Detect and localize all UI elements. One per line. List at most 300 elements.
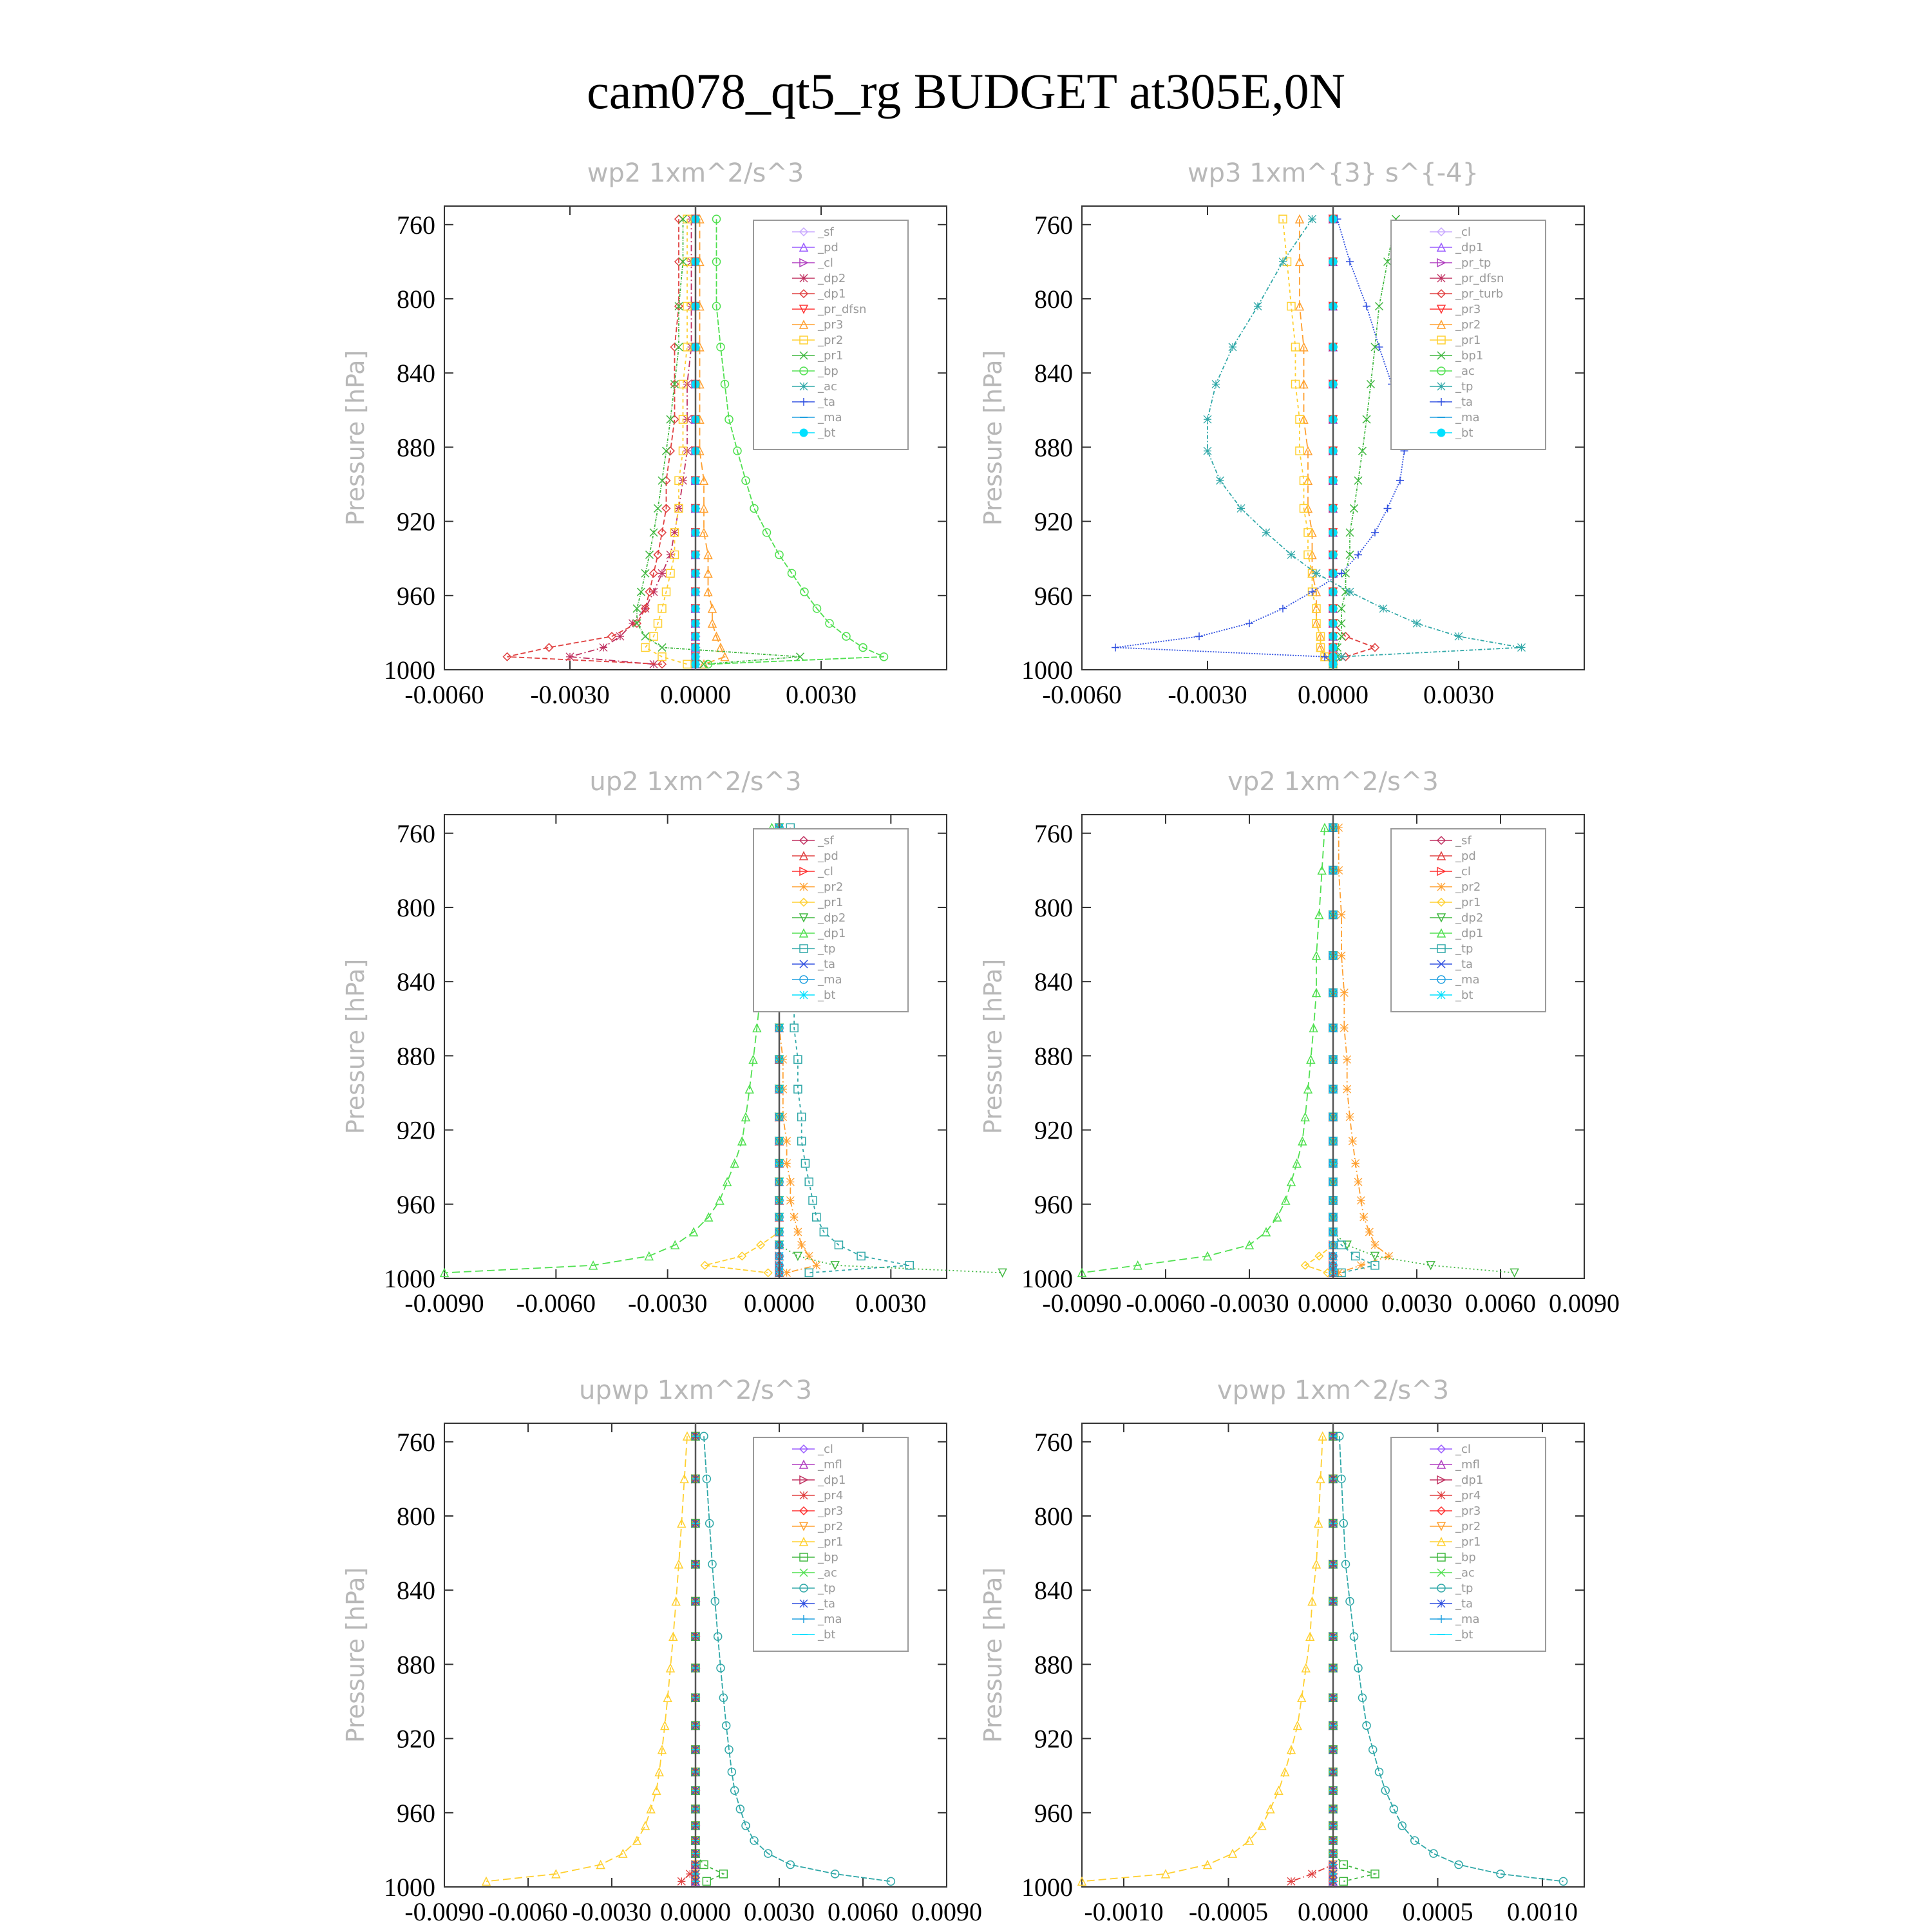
legend-label: _bp1	[1455, 349, 1484, 363]
x-tick-label: 0.0090	[911, 1897, 982, 1926]
series-line	[1305, 828, 1333, 1273]
x-tick-label: -0.0030	[530, 680, 610, 709]
legend-label: _dp1	[818, 287, 846, 301]
data-point	[1376, 343, 1383, 351]
data-point	[1340, 1877, 1347, 1885]
panel-title: wp2 1xm^2/s^3	[587, 158, 804, 188]
data-point	[1262, 529, 1270, 536]
legend-label: _pd	[818, 849, 838, 863]
legend-label: _pr3	[1455, 303, 1481, 316]
series-line	[1339, 828, 1389, 1273]
legend-label: _pr3	[1455, 1504, 1481, 1518]
legend-label: _ta	[1455, 395, 1473, 409]
x-tick-label: -0.0090	[1042, 1289, 1122, 1318]
legend-label: _dp1	[1455, 241, 1484, 254]
data-point	[786, 1197, 794, 1204]
legend-label: _pr_dfsn	[818, 303, 867, 316]
series-line	[1082, 828, 1325, 1273]
legend-label: _pr3	[818, 1504, 844, 1518]
data-point	[1309, 1870, 1316, 1878]
data-point	[1365, 1228, 1373, 1236]
y-tick-label: 1000	[1021, 1264, 1073, 1293]
data-point	[1287, 551, 1295, 558]
y-axis-label: Pressure [hPa]	[341, 350, 370, 526]
legend-label: _bt	[1455, 426, 1473, 440]
data-point	[1352, 1159, 1359, 1167]
y-tick-label: 760	[397, 210, 435, 240]
data-point	[742, 1822, 750, 1830]
legend-label: _pr2	[818, 880, 844, 894]
y-tick-label: 1000	[1021, 656, 1073, 685]
legend	[1391, 1437, 1546, 1651]
legend-label: _pr1	[1455, 896, 1481, 909]
data-point	[775, 551, 783, 558]
y-tick-label: 920	[1034, 1724, 1073, 1754]
data-point	[1275, 1786, 1283, 1794]
series-line	[681, 1436, 696, 1881]
legend-label: _pr2	[1455, 880, 1481, 894]
legend-label: _pr3	[818, 318, 844, 332]
data-point	[1312, 569, 1320, 577]
legend-marker	[1437, 1492, 1445, 1499]
legend-label: _ac	[818, 1566, 837, 1580]
data-point	[1309, 215, 1316, 223]
series-pr2	[641, 215, 691, 668]
x-tick-label: -0.0060	[1126, 1289, 1206, 1318]
data-point	[1340, 1024, 1348, 1032]
legend-label: _bt	[818, 1628, 836, 1642]
x-tick-label: 0.0000	[1298, 1897, 1368, 1926]
legend-marker	[1437, 383, 1445, 390]
x-tick-label: 0.0000	[660, 680, 731, 709]
data-point	[783, 1159, 791, 1167]
series-line	[1300, 219, 1333, 664]
data-point	[1379, 605, 1387, 612]
legend-label: _sf	[818, 225, 834, 239]
y-tick-label: 800	[1034, 285, 1073, 314]
data-point	[1413, 620, 1421, 627]
y-tick-label: 880	[1034, 1650, 1073, 1680]
data-point	[1338, 952, 1345, 960]
y-tick-label: 840	[1034, 1576, 1073, 1605]
x-tick-label: 0.0090	[1549, 1289, 1620, 1318]
series-dp1	[440, 824, 775, 1276]
panel-6	[979, 1376, 1584, 1926]
legend-label: _bt	[1455, 989, 1473, 1002]
series-pr3	[696, 215, 729, 668]
data-point	[1245, 620, 1253, 627]
legend-label: _tp	[1455, 942, 1473, 956]
panel-title: wp3 1xm^{3} s^{-4}	[1187, 158, 1479, 188]
y-tick-label: 1000	[384, 656, 435, 685]
y-tick-label: 760	[397, 1427, 435, 1457]
panels	[341, 158, 1620, 1926]
legend-marker	[800, 883, 808, 891]
y-tick-label: 1000	[384, 1264, 435, 1293]
series-line	[1333, 219, 1396, 664]
y-axis-label: Pressure [hPa]	[979, 350, 1007, 526]
legend-label: _bp	[818, 365, 838, 378]
y-tick-label: 800	[1034, 1502, 1073, 1531]
legend-label: _pd	[1455, 849, 1476, 863]
data-point	[723, 1178, 731, 1186]
data-point	[1354, 1178, 1362, 1186]
data-point	[1346, 258, 1354, 265]
y-tick-label: 880	[1034, 1041, 1073, 1071]
panel-title: vpwp 1xm^2/s^3	[1217, 1376, 1450, 1405]
legend-label: _pr4	[1455, 1489, 1481, 1502]
legend-label: _pr2	[818, 334, 844, 347]
y-tick-label: 880	[397, 433, 435, 462]
x-tick-label: 0.0060	[1465, 1289, 1536, 1318]
legend-label: _tp	[818, 942, 836, 956]
data-point	[1340, 989, 1348, 996]
series-line	[570, 219, 692, 664]
data-point	[783, 1269, 791, 1276]
y-axis-label: Pressure [hPa]	[341, 958, 370, 1135]
legend-label: _dp2	[818, 272, 846, 285]
data-point	[641, 632, 649, 640]
y-tick-label: 840	[1034, 967, 1073, 997]
data-point	[1369, 1746, 1377, 1754]
series-pr1	[1279, 215, 1337, 668]
series-line	[645, 219, 687, 664]
data-point	[1371, 1241, 1379, 1249]
legend-label: _bt	[1455, 1628, 1473, 1642]
legend-label: _pr1	[818, 1535, 844, 1549]
data-point	[616, 632, 624, 640]
data-point	[677, 1877, 685, 1885]
y-tick-label: 760	[1034, 819, 1073, 848]
data-point	[794, 1228, 802, 1236]
y-tick-label: 1000	[384, 1873, 435, 1902]
y-tick-label: 920	[397, 1724, 435, 1754]
y-tick-label: 920	[397, 1115, 435, 1145]
y-tick-label: 960	[1034, 1798, 1073, 1828]
legend-label: _ma	[818, 973, 842, 987]
data-point	[1112, 643, 1119, 651]
legend-marker	[1437, 883, 1445, 891]
data-point	[783, 1137, 791, 1145]
data-point	[1195, 632, 1203, 640]
data-point	[1212, 380, 1220, 388]
data-point	[658, 605, 666, 612]
data-point	[1309, 588, 1316, 596]
x-tick-label: -0.0030	[572, 1897, 652, 1926]
y-tick-label: 920	[1034, 1115, 1073, 1145]
y-tick-label: 800	[397, 1502, 435, 1531]
legend-label: _ma	[1455, 411, 1480, 424]
series-pr1	[1302, 824, 1337, 1276]
legend-marker	[800, 1492, 808, 1499]
data-point	[641, 605, 649, 612]
data-point	[1518, 643, 1526, 651]
legend-label: _cl	[1455, 225, 1471, 239]
legend-label: _pr1	[1455, 334, 1481, 347]
legend-label: _tp	[1455, 380, 1473, 393]
y-tick-label: 960	[397, 1798, 435, 1828]
panel-5	[341, 1376, 982, 1926]
y-tick-label: 960	[397, 1189, 435, 1219]
y-tick-label: 800	[397, 285, 435, 314]
series-line	[1283, 219, 1333, 664]
data-point	[708, 605, 716, 612]
series-line	[1082, 1436, 1323, 1881]
series-pr2	[1335, 824, 1393, 1276]
x-tick-label: -0.0060	[404, 680, 484, 709]
data-point	[1363, 303, 1370, 310]
legend-label: _pr_tp	[1455, 256, 1492, 270]
data-point	[1279, 605, 1287, 612]
legend-label: _ac	[1455, 1566, 1475, 1580]
data-point	[813, 1213, 820, 1221]
legend-label: _ta	[818, 1597, 836, 1611]
series-dp1	[504, 215, 683, 668]
data-point	[658, 569, 666, 577]
data-point	[794, 1252, 802, 1260]
legend-marker	[1437, 274, 1445, 282]
legend-marker	[1437, 1600, 1445, 1607]
data-point	[750, 504, 758, 512]
panel-title: upwp 1xm^2/s^3	[579, 1376, 812, 1405]
y-tick-label: 920	[397, 507, 435, 536]
legend-label: _cl	[1455, 865, 1471, 878]
x-tick-label: 0.0000	[660, 1897, 731, 1926]
legend-label: _bt	[818, 426, 836, 440]
data-point	[638, 588, 645, 596]
legend-label: _tp	[818, 1582, 836, 1595]
legend-label: _pr2	[818, 1520, 844, 1533]
figure-title: cam078_qt5_rg BUDGET at305E,0N	[587, 63, 1345, 119]
series-pr4	[1287, 1432, 1337, 1885]
y-tick-label: 920	[1034, 507, 1073, 536]
legend-label: _pr2	[1455, 1520, 1481, 1533]
series-bp	[692, 1432, 727, 1885]
y-tick-label: 800	[397, 893, 435, 922]
legend-label: _dp2	[818, 911, 846, 925]
y-tick-label: 840	[1034, 359, 1073, 388]
series-pr1	[482, 1432, 691, 1885]
data-point	[1376, 1768, 1383, 1776]
data-point	[1430, 1850, 1437, 1857]
data-point	[1204, 447, 1211, 455]
data-point	[786, 1178, 794, 1186]
series-pr2	[1296, 215, 1337, 668]
y-tick-label: 1000	[1021, 1873, 1073, 1902]
legend-label: _ac	[818, 380, 837, 393]
y-tick-label: 840	[397, 1576, 435, 1605]
series-bp	[1329, 1432, 1379, 1885]
legend-label: _ac	[1455, 365, 1475, 378]
legend-label: _bp	[1455, 1551, 1476, 1564]
series-tp	[1329, 824, 1379, 1276]
data-point	[1287, 1877, 1295, 1885]
data-point	[1411, 1837, 1419, 1844]
x-tick-label: -0.0090	[404, 1289, 484, 1318]
x-tick-label: 0.0000	[744, 1289, 815, 1318]
legend-label: _ta	[818, 958, 836, 971]
data-point	[1357, 1197, 1365, 1204]
legend-label: _pr1	[1455, 1535, 1481, 1549]
series-line	[700, 219, 725, 664]
x-tick-label: -0.0090	[404, 1897, 484, 1926]
series-dp1	[1078, 824, 1329, 1276]
series-line	[1291, 1436, 1333, 1881]
panel-1	[341, 158, 947, 709]
y-tick-label: 880	[397, 1041, 435, 1071]
legend-label: _dp1	[1455, 1473, 1484, 1487]
data-point	[826, 620, 833, 627]
legend-marker	[1437, 991, 1445, 999]
data-point	[646, 551, 654, 558]
y-tick-label: 960	[1034, 581, 1073, 611]
data-point	[1455, 632, 1463, 640]
panel-2	[979, 158, 1584, 709]
data-point	[1338, 911, 1345, 919]
legend-label: _pr1	[818, 896, 844, 909]
legend-label: _dp2	[1455, 911, 1484, 925]
data-point	[641, 1822, 649, 1830]
x-tick-label: -0.0010	[1084, 1897, 1164, 1926]
x-tick-label: 0.0030	[1381, 1289, 1452, 1318]
panel-title: up2 1xm^2/s^3	[589, 767, 802, 797]
legend-label: _cl	[818, 865, 833, 878]
series-line	[1333, 828, 1375, 1273]
data-point	[1254, 303, 1262, 310]
series-pr_turb	[1329, 215, 1379, 668]
x-tick-label: -0.0060	[516, 1289, 596, 1318]
legend-label: _pr4	[818, 1489, 844, 1502]
series-line	[696, 1436, 723, 1881]
data-point	[641, 569, 649, 577]
x-tick-label: -0.0030	[628, 1289, 708, 1318]
legend-marker	[800, 429, 808, 437]
series-dp2	[566, 215, 696, 668]
x-tick-label: 0.0030	[855, 1289, 927, 1318]
data-point	[683, 660, 691, 668]
data-point	[797, 653, 804, 661]
series-line	[1333, 219, 1375, 664]
data-point	[600, 643, 607, 651]
legend-label: _bp	[818, 1551, 838, 1564]
x-tick-label: 0.0030	[744, 1897, 815, 1926]
legend-label: _ta	[1455, 958, 1473, 971]
y-tick-label: 760	[397, 819, 435, 848]
legend-label: _pr2	[1455, 318, 1481, 332]
legend-label: _mfl	[1455, 1458, 1480, 1472]
panel-3	[341, 767, 1007, 1318]
legend-label: _dp1	[818, 927, 846, 940]
data-point	[1279, 258, 1287, 265]
series-line	[507, 219, 679, 664]
legend-label: _ma	[1455, 1613, 1480, 1626]
series-pr1	[1078, 1432, 1327, 1885]
x-tick-label: 0.0060	[828, 1897, 898, 1926]
legend-label: _ma	[818, 411, 842, 424]
panel-4	[979, 767, 1620, 1318]
x-tick-label: 0.0010	[1507, 1897, 1578, 1926]
data-point	[675, 343, 683, 351]
data-point	[1349, 1137, 1356, 1145]
legend-label: _pr1	[818, 349, 844, 363]
data-point	[1204, 415, 1211, 423]
legend-label: _dp1	[1455, 927, 1484, 940]
y-axis-label: Pressure [hPa]	[341, 1567, 370, 1743]
series-line	[1115, 219, 1405, 664]
x-tick-label: 0.0000	[1298, 680, 1368, 709]
legend-label: _dp1	[818, 1473, 846, 1487]
x-tick-label: 0.0000	[1298, 1289, 1368, 1318]
data-point	[708, 620, 716, 627]
legend-label: _tp	[1455, 1582, 1473, 1595]
data-point	[650, 529, 658, 536]
data-point	[1360, 1213, 1368, 1221]
data-point	[1346, 1113, 1354, 1121]
legend-label: _ta	[1455, 1597, 1473, 1611]
y-tick-label: 960	[1034, 1189, 1073, 1219]
legend	[753, 220, 908, 450]
data-point	[813, 1262, 820, 1269]
legend-label: _sf	[818, 834, 834, 848]
data-point	[1237, 504, 1245, 512]
legend	[753, 829, 908, 1012]
data-point	[641, 643, 649, 651]
y-tick-label: 880	[397, 1650, 435, 1680]
y-tick-label: 760	[1034, 210, 1073, 240]
legend	[753, 1437, 908, 1651]
y-tick-label: 840	[397, 967, 435, 997]
x-tick-label: 0.0005	[1402, 1897, 1473, 1926]
y-axis-label: Pressure [hPa]	[979, 1567, 1007, 1743]
data-point	[1346, 588, 1354, 596]
x-tick-label: 0.0030	[786, 680, 857, 709]
x-tick-label: -0.0030	[1168, 680, 1247, 709]
data-point	[658, 477, 666, 484]
data-point	[1371, 643, 1379, 651]
data-point	[805, 1252, 813, 1260]
panel-title: vp2 1xm^2/s^3	[1227, 767, 1439, 797]
x-tick-label: -0.0005	[1188, 1897, 1269, 1926]
y-tick-label: 840	[397, 359, 435, 388]
legend-label: _pd	[818, 241, 838, 254]
y-tick-label: 960	[397, 581, 435, 611]
legend-marker	[800, 383, 808, 390]
legend-marker	[800, 274, 808, 282]
x-tick-label: -0.0030	[1209, 1289, 1289, 1318]
x-tick-label: -0.0060	[1042, 680, 1122, 709]
legend-label: _cl	[1455, 1443, 1471, 1456]
legend-label: _cl	[818, 1443, 833, 1456]
legend-marker	[800, 991, 808, 999]
legend-label: _pr_turb	[1455, 287, 1504, 301]
data-point	[1384, 504, 1392, 512]
data-point	[1287, 1178, 1295, 1186]
data-point	[1229, 343, 1236, 351]
legend-label: _ma	[1455, 973, 1480, 987]
data-point	[1343, 1085, 1351, 1093]
series-line	[1333, 1436, 1375, 1881]
series-bp1	[1329, 215, 1400, 668]
legend-label: _pr_dfsn	[1455, 272, 1504, 285]
legend	[1391, 829, 1546, 1012]
legend-label: _sf	[1455, 834, 1472, 848]
legend-marker	[1437, 429, 1445, 437]
data-point	[798, 1241, 806, 1249]
data-point	[1338, 569, 1345, 577]
legend	[1391, 220, 1546, 450]
legend-label: _ta	[818, 395, 836, 409]
x-tick-label: -0.0060	[488, 1897, 568, 1926]
